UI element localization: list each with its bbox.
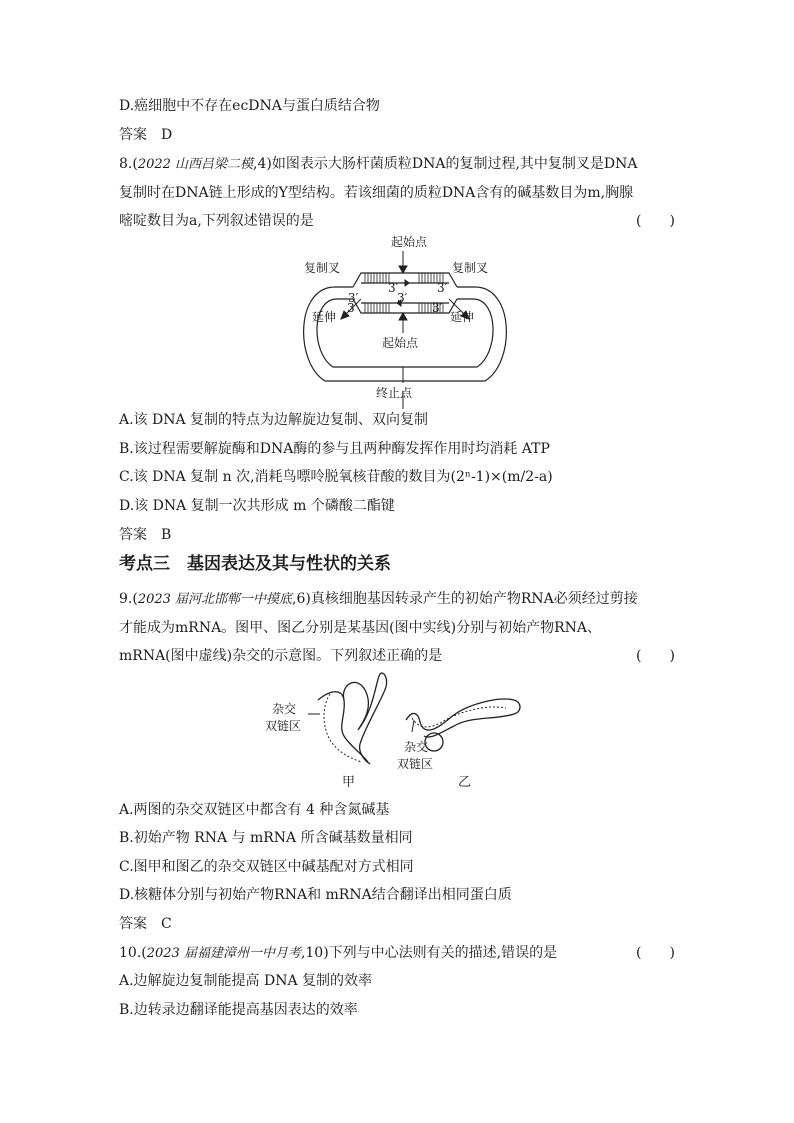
q8-fig-prime-d: 3′ xyxy=(397,291,408,305)
q8-option-d: D.该 DNA 复制一次共形成 m 个磷酸二酯键 xyxy=(119,498,395,514)
q10-stem-line1 xyxy=(119,943,557,964)
q10-option-b: B.边转录边翻译能提高基因表达的效率 xyxy=(119,1002,358,1018)
q9-answer-blank: ( ) xyxy=(636,648,675,664)
q8-fig-right-extension: 延伸 xyxy=(450,310,475,324)
q9-fig-yi-label-1: 杂交 xyxy=(404,740,429,754)
q7-option-d: D.癌细胞中不存在ecDNA与蛋白质结合物 xyxy=(119,98,380,114)
q9-option-d: D.核糖体分别与初始产物RNA和 mRNA结合翻译出相同蛋白质 xyxy=(119,887,512,903)
q8-fig-prime-e: 3′ xyxy=(347,301,358,315)
q9-hybridization-diagram xyxy=(300,670,540,770)
q10-source: 2023 届福建漳州一中月考 xyxy=(146,946,301,961)
q7-answer: 答案 D xyxy=(119,127,173,143)
q9-fig-jia-label-1: 杂交 xyxy=(272,702,297,716)
q8-number: 8.( xyxy=(119,156,138,172)
q8-source-tail: ,4) xyxy=(253,156,272,172)
q9-fig-caption-yi: 乙 xyxy=(458,775,472,790)
q9-fig-caption-jia: 甲 xyxy=(342,775,356,790)
q9-option-c: C.图甲和图乙的杂交双链区中碱基配对方式相同 xyxy=(119,859,414,875)
q9-source-tail: ,6) xyxy=(292,591,311,607)
jia-rna-loop xyxy=(343,673,386,764)
q9-number: 9.( xyxy=(119,591,138,607)
q9-stem-line2: 才能成为mRNA。图甲、图乙分别是某基因(图中实线)分别与初始产物RNA、 xyxy=(119,620,602,636)
q8-fig-prime-b: 3′ xyxy=(437,281,448,295)
q8-stem-text: 如图表示大肠杆菌质粒DNA的复制过程,其中复制叉是DNA xyxy=(271,156,638,172)
q8-fig-prime-a: 3′ xyxy=(388,281,399,295)
q8-option-a: A.该 DNA 复制的特点为边解旋边复制、双向复制 xyxy=(119,412,429,428)
q8-stem-line2: 复制时在DNA链上形成的Y型结构。若该细菌的质粒DNA含有的碱基数目为m,胸腺 xyxy=(119,185,634,201)
q9-fig-yi-label-2: 双链区 xyxy=(397,757,434,771)
q9-stem-text: 真核细胞基因转录产生的初始产物RNA必须经过剪接 xyxy=(310,591,638,607)
q8-fig-right-fork: 复制叉 xyxy=(452,261,489,275)
q8-option-c: C.该 DNA 复制 n 次,消耗鸟嘌呤脱氧核苷酸的数目为(2ⁿ-1)×(m/2-a) xyxy=(119,469,553,485)
q9-stem-line3: mRNA(图中虚线)杂交的示意图。下列叙述正确的是 xyxy=(119,648,443,664)
q8-fig-prime-c: 3′ xyxy=(348,291,359,305)
q9-option-b: B.初始产物 RNA 与 mRNA 所含碱基数量相同 xyxy=(119,830,413,846)
q9-answer: 答案 C xyxy=(119,916,172,932)
q8-fig-prime-f: 3′ xyxy=(432,301,443,315)
q8-fig-mid-origin: 起始点 xyxy=(382,336,419,350)
q8-stem-line3: 嘧啶数目为a,下列叙述错误的是 xyxy=(119,213,314,229)
q8-fig-terminus: 终止点 xyxy=(376,386,413,400)
q8-stem-line1 xyxy=(119,154,638,175)
q9-option-a: A.两图的杂交双链区中都含有 4 种含氮碱基 xyxy=(119,802,390,818)
q10-option-a: A.边解旋边复制能提高 DNA 复制的效率 xyxy=(119,973,373,989)
q9-fig-jia-label-2: 双链区 xyxy=(265,719,302,733)
q9-stem-line1 xyxy=(119,589,638,610)
q8-source: 2022 山西吕梁二模 xyxy=(137,157,254,172)
q10-answer-blank: ( ) xyxy=(636,945,675,961)
section-heading: 考点三 基因表达及其与性状的关系 xyxy=(119,554,391,574)
q8-answer: 答案 B xyxy=(119,527,172,543)
q9-source: 2023 届河北邯郸一中摸底 xyxy=(137,592,293,607)
q8-fig-top-origin: 起始点 xyxy=(391,235,428,249)
q8-option-b: B.该过程需要解旋酶和DNA酶的参与且两种酶发挥作用时均消耗 ATP xyxy=(119,441,550,457)
yi-gene-strand xyxy=(406,699,520,737)
q8-fig-left-extension: 延伸 xyxy=(312,310,337,324)
q10-source-tail: ,10) xyxy=(300,945,329,961)
q8-answer-blank: ( ) xyxy=(636,213,675,229)
q8-fig-left-fork: 复制叉 xyxy=(304,261,341,275)
q10-number: 10.( xyxy=(119,945,147,961)
q10-stem-text: 下列与中心法则有关的描述,错误的是 xyxy=(328,945,558,961)
